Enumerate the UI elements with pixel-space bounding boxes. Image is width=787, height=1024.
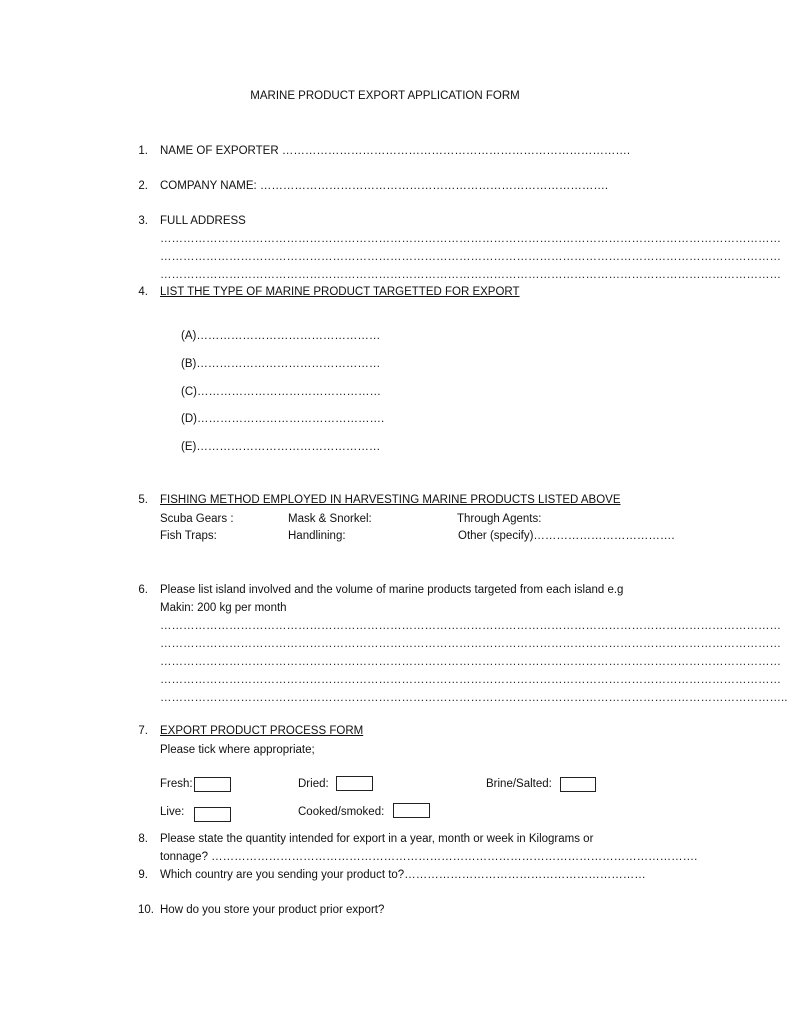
brine-salted-checkbox[interactable]: [560, 777, 596, 792]
q6-number: 6.: [138, 584, 148, 596]
address-line-1[interactable]: ………………………………………………………………………………………………………………………………………………: [160, 233, 781, 245]
dried-label: Dried:: [298, 778, 329, 790]
fresh-label: Fresh:: [160, 778, 193, 790]
handlining-label: Handlining:: [288, 530, 346, 542]
islands-line-1[interactable]: ………………………………………………………………………………………………………………………………………………: [160, 620, 781, 632]
q7-number: 7.: [138, 725, 148, 737]
product-item-b[interactable]: (B)…………………………………………: [181, 358, 381, 370]
dried-checkbox[interactable]: [336, 776, 373, 791]
process-form-heading: EXPORT PRODUCT PROCESS FORM: [160, 725, 364, 737]
islands-line-4[interactable]: ………………………………………………………………………………………………………………………………………………: [160, 674, 781, 686]
destination-country-field[interactable]: Which country are you sending your product to?………………………………………………………: [160, 869, 646, 881]
islands-question: Please list island involved and the volume of marine products targeted from each island e.g: [160, 584, 624, 596]
quantity-question: Please state the quantity intended for export in a year, month or week in Kilograms or: [160, 833, 594, 845]
islands-line-2[interactable]: ………………………………………………………………………………………………………………………………………………: [160, 638, 781, 650]
cooked-smoked-checkbox[interactable]: [393, 803, 430, 818]
cooked-smoked-label: Cooked/smoked:: [298, 806, 385, 818]
other-specify-field[interactable]: Other (specify)……………………………….: [458, 530, 675, 542]
form-title: MARINE PRODUCT EXPORT APPLICATION FORM: [250, 90, 520, 102]
address-line-2[interactable]: ………………………………………………………………………………………………………………………………………………: [160, 251, 781, 263]
q5-number: 5.: [138, 494, 148, 506]
live-label: Live:: [160, 806, 185, 818]
fresh-checkbox[interactable]: [194, 777, 231, 792]
q9-number: 9.: [138, 869, 148, 881]
scuba-gears-label: Scuba Gears :: [160, 513, 234, 525]
q2-number: 2.: [138, 180, 148, 192]
brine-salted-label: Brine/Salted:: [486, 778, 552, 790]
fish-traps-label: Fish Traps:: [160, 530, 217, 542]
q8-number: 8.: [138, 833, 148, 845]
address-line-3[interactable]: ………………………………………………………………………………………………………………………………………………: [160, 269, 781, 281]
q4-number: 4.: [138, 286, 148, 298]
storage-question: How do you store your product prior export?: [160, 904, 385, 916]
product-item-a[interactable]: (A)…………………………………………: [181, 330, 381, 342]
product-types-heading: LIST THE TYPE OF MARINE PRODUCT TARGETTED FOR EXPORT: [160, 286, 520, 298]
company-name-field[interactable]: COMPANY NAME: ……………………………………………………………………………….: [160, 180, 609, 192]
product-item-e[interactable]: (E)…………………………………………: [181, 441, 381, 453]
q10-number: 10.: [138, 904, 154, 916]
q1-number: 1.: [138, 145, 148, 157]
exporter-name-field[interactable]: NAME OF EXPORTER ……………………………………………………………………………….: [160, 145, 631, 157]
q3-number: 3.: [138, 215, 148, 227]
mask-snorkel-label: Mask & Snorkel:: [288, 513, 372, 525]
islands-line-3[interactable]: ………………………………………………………………………………………………………………………………………………: [160, 656, 781, 668]
fishing-method-heading: FISHING METHOD EMPLOYED IN HARVESTING MARINE PRODUCTS LISTED ABOVE: [160, 494, 621, 506]
islands-example: Makin: 200 kg per month: [160, 602, 287, 614]
islands-line-5[interactable]: ………………………………………………………………………………………………………………………………………………..: [160, 692, 787, 704]
live-checkbox[interactable]: [194, 807, 231, 822]
tick-instruction: Please tick where appropriate;: [160, 744, 315, 756]
through-agents-label: Through Agents:: [457, 513, 542, 525]
full-address-label: FULL ADDRESS: [160, 215, 246, 227]
quantity-field[interactable]: tonnage? ……………………………………………………………………………………………………………….: [160, 851, 698, 863]
product-item-d[interactable]: (D)………………………………………….: [181, 413, 385, 425]
product-item-c[interactable]: (C)…………………………………………: [181, 386, 381, 398]
